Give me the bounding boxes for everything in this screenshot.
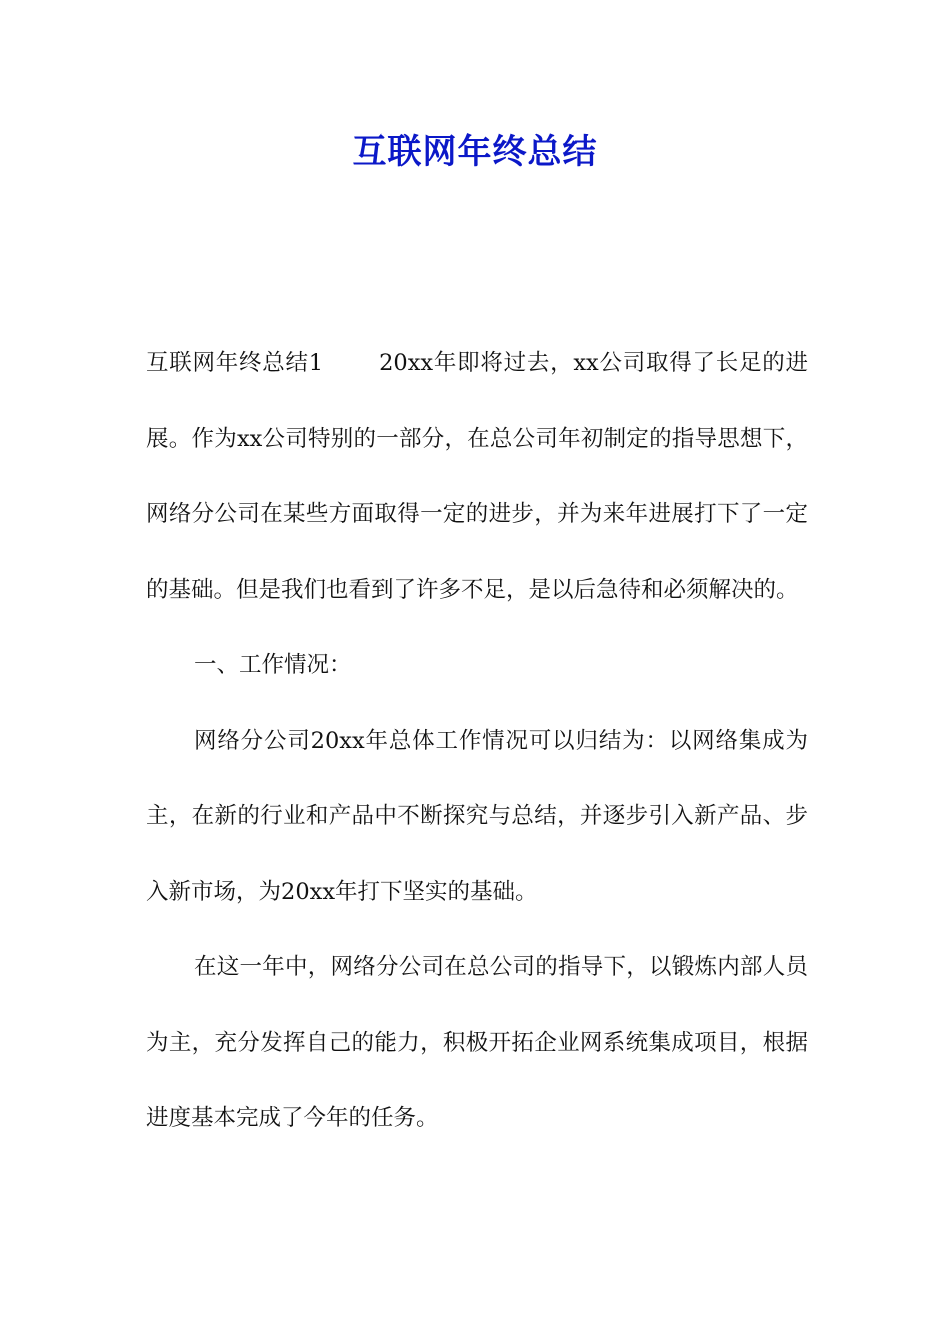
paragraph-text: 20xx年即将过去，xx公司取得了长足的进展。作为xx公司特别的一部分，在总公司年初制定的指导思想下，网络分公司在某些方面取得一定的进步，并为来年进展打下了一定的基础。但是我们也看到了许多不足，是以后急待和必须解决的。 (146, 350, 808, 603)
paragraph-lead: 互联网年终总结1 (146, 350, 324, 376)
paragraph-year-progress: 在这一年中，网络分公司在总公司的指导下，以锻炼内部人员为主，充分发挥自己的能力，积极开拓企业网系统集成项目，根据进度基本完成了今年的任务。 (146, 954, 808, 1131)
section-heading: 一、工作情况： (194, 652, 352, 678)
document-title: 互联网年终总结 (352, 132, 598, 172)
paragraph-intro (146, 326, 808, 628)
document-body (146, 326, 808, 1157)
paragraph-work-overview: 网络分公司20xx年总体工作情况可以归结为：以网络集成为主，在新的行业和产品中不断探究与总结，并逐步引入新产品、步入新市场，为20xx年打下坚实的基础。 (146, 727, 808, 905)
